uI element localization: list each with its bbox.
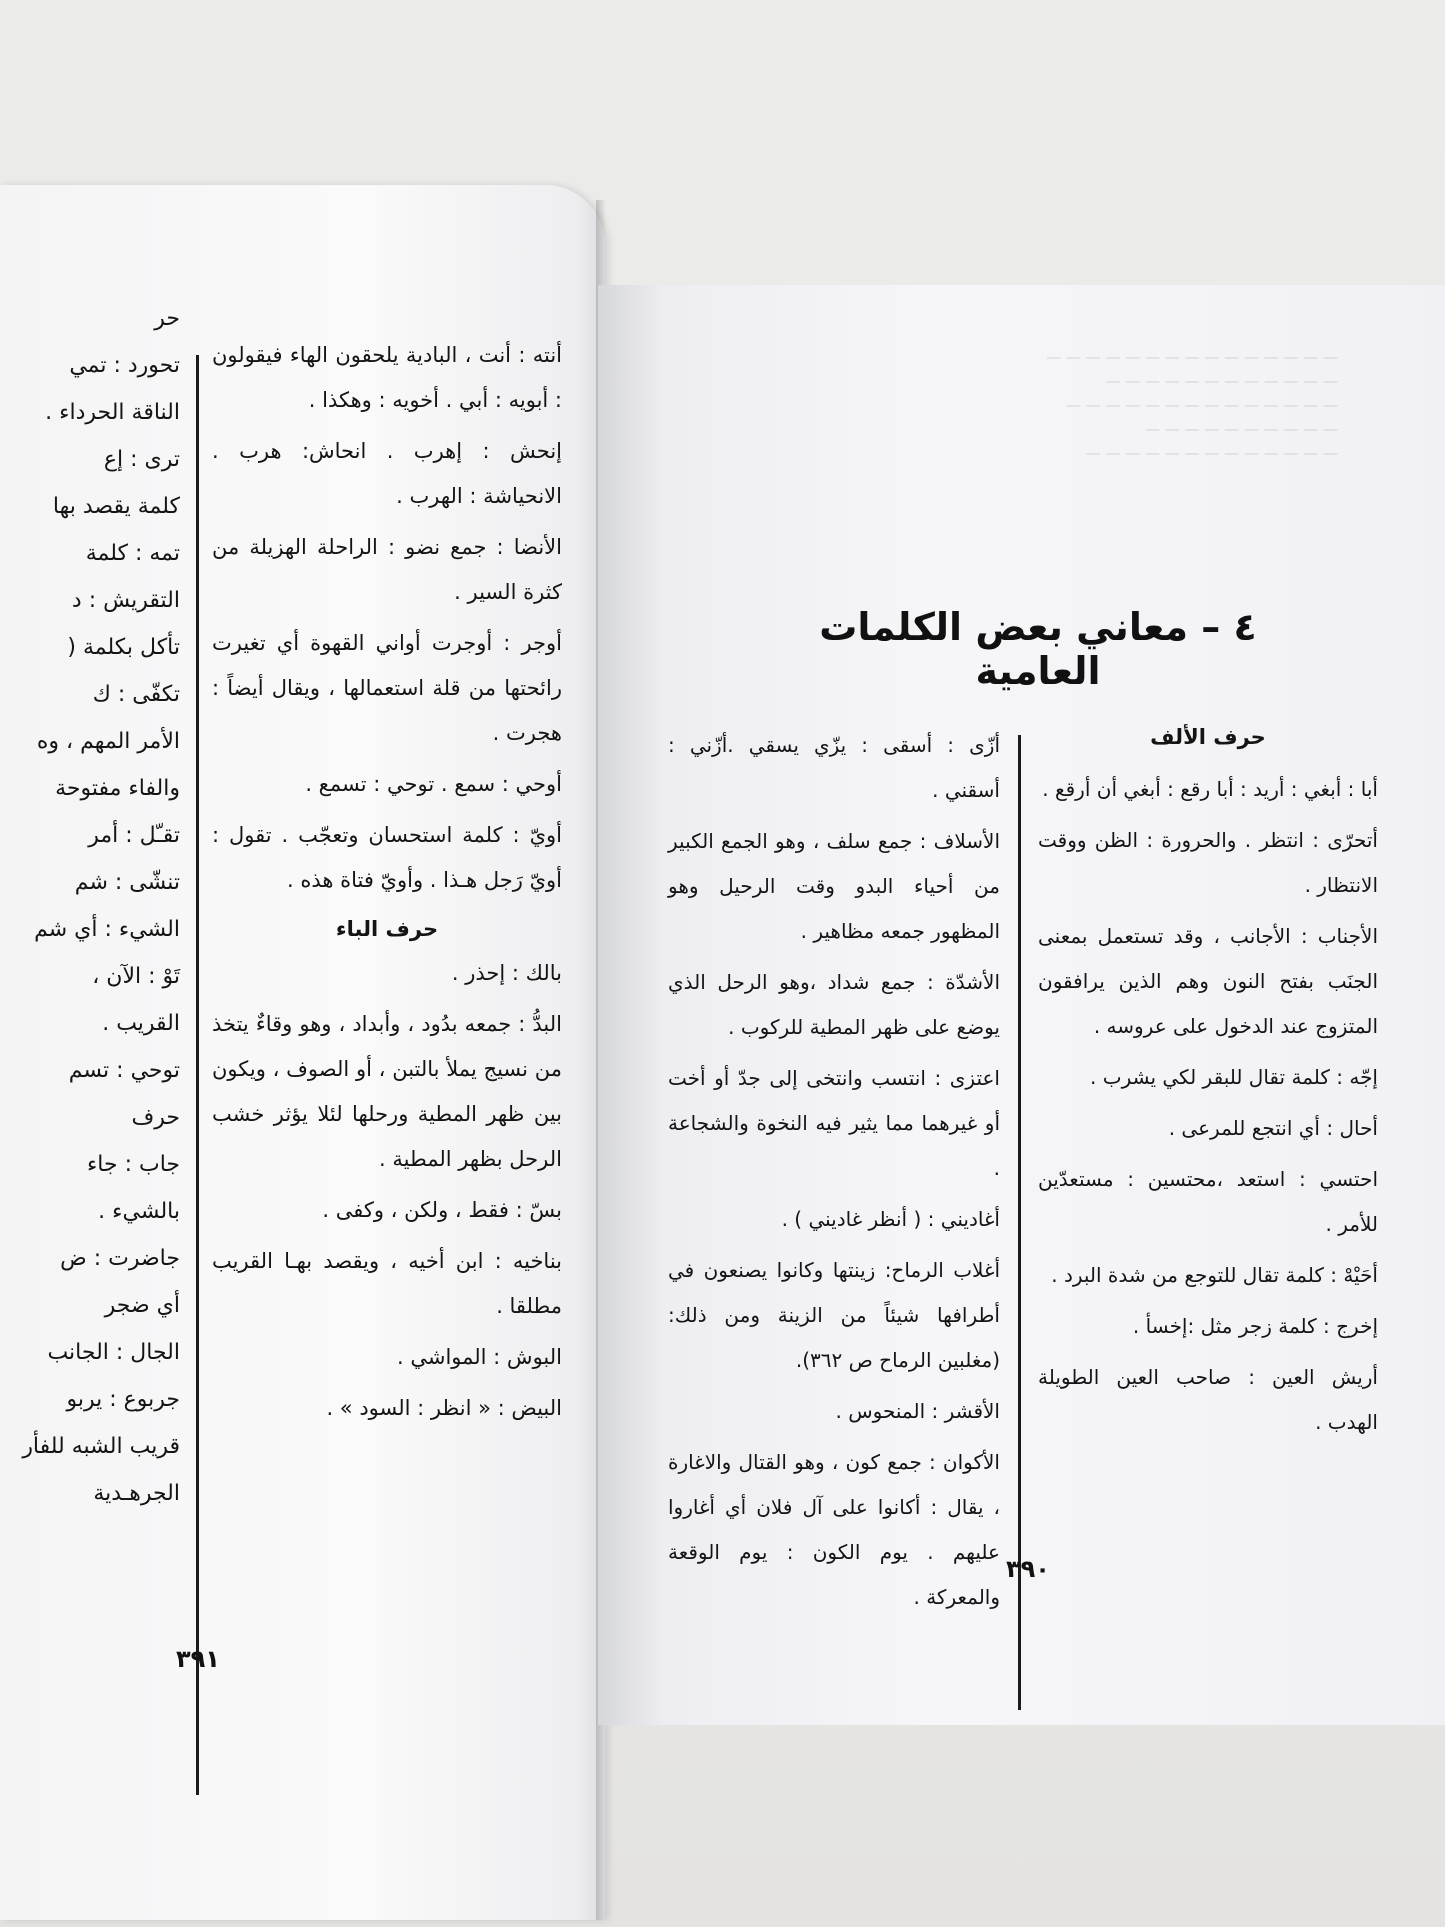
glossary-entry: أويّ : كلمة استحسان وتعجّب . تقول : أويّ رَجل هـذا . وأويّ فتاة هذه . — [212, 823, 562, 892]
glossary-entry: اعتزى : انتسب وانتخى إلى جدّ أو أخت أو غيرهما مما يثير فيه النخوة والشجاعة . — [668, 1066, 1000, 1180]
page-number-391: ٣٩١ — [176, 1645, 220, 1673]
glossary-entry: أغلاب الرماح: زينتها وكانوا يصنعون في أطرافها شيئاً من الزينة ومن ذلك:(مغلبين الرماح ص ٣٦٢). — [668, 1258, 1000, 1372]
partial-line: الأمر المهم ، وه — [36, 729, 180, 754]
partial-line: أي ضجر — [104, 1293, 180, 1318]
glossary-entry: أحَيْهْ : كلمة تقال للتوجع من شدة البرد . — [1051, 1263, 1378, 1287]
section-heading-ba: حرف الباء — [335, 917, 439, 941]
partial-line: ترى : إع — [103, 447, 180, 472]
partial-line: تأكل بكلمة ( — [67, 635, 180, 660]
partial-line: تنشّى : شم — [74, 870, 180, 895]
partial-line: قريب الشبه للفأر — [22, 1434, 180, 1459]
bleed-through-text: — — — — — — — — — — — — — — — — — — — — — — — — — — — — — — — — — — — — — — — — — — — — — — — — — — — — — — — — — — — — — — — — — [1046, 348, 1338, 462]
partial-line: تمه : كلمة — [85, 541, 180, 566]
glossary-entry: إجّه : كلمة تقال للبقر لكي يشرب . — [1090, 1065, 1378, 1089]
glossary-entry: الأسلاف : جمع سلف ، وهو الجمع الكبير من أحياء البدو وقت الرحيل وهو المظهور جمعه مظاهير . — [668, 829, 1000, 943]
partial-line: تقـّل : أمر — [88, 823, 180, 848]
glossary-entry: الأشدّة : جمع شداد ،وهو الرحل الذي يوضع على ظهر المطية للركوب . — [668, 970, 1000, 1039]
partial-line: بالشيء . — [98, 1199, 180, 1224]
page-391-partial-column — [0, 295, 180, 1517]
partial-line: التقريش : د — [71, 588, 180, 613]
glossary-entry: الأكوان : جمع كون ، وهو القتال والاغارة ، يقال : أكانوا على آل فلان أي أغاروا عليهم . يوم الكون : يوم الوقعة والمعركة . — [668, 1450, 1000, 1609]
partial-line: كلمة يقصد بها — [52, 494, 180, 519]
partial-line: تحورد : تمي — [69, 353, 180, 378]
glossary-entry: بناخيه : ابن أخيه ، ويقصد بهـا القريب مطلقا . — [212, 1249, 562, 1318]
glossary-entry: البيض : « انظر : السود » . — [326, 1396, 562, 1420]
page-391-main-column — [212, 333, 562, 1437]
glossary-entry: أنته : أنت ، البادية يلحقون الهاء فيقولون : أبويه : أبي . أخويه : وهكذا . — [212, 343, 562, 412]
page-391 — [0, 185, 605, 1920]
partial-line: جاضرت : ض — [60, 1246, 180, 1271]
page-390-left-column — [668, 723, 1000, 1626]
partial-line: الجرهـدية — [93, 1481, 180, 1506]
glossary-entry: البوش : المواشي . — [397, 1345, 562, 1369]
glossary-entry: البدُّ : جمعه بدُود ، وأبداد ، وهو وقاءٌ يتخذ من نسيج يملأ بالتبن ، أو الصوف ، ويكون بين ظهر المطية ورحلها لئلا يؤثر خشب الرحل بظهر المطية . — [212, 1012, 562, 1171]
glossary-entry: أغاديني : ( أنظر غاديني ) . — [781, 1207, 1000, 1231]
glossary-entry: إنحش : إهرب . انحاش: هرب . الانحياشة : الهرب . — [212, 439, 562, 508]
glossary-entry: أريش العين : صاحب العين الطويلة الهدب . — [1038, 1365, 1378, 1434]
glossary-entry: أحال : أي انتجع للمرعى . — [1168, 1116, 1378, 1140]
partial-line: والفاء مفتوحة — [55, 776, 180, 801]
glossary-entry: إخرج : كلمة زجر مثل :إخسأ . — [1132, 1314, 1378, 1338]
partial-line: الناقة الحرداء . — [45, 400, 180, 425]
partial-line: جربوع : يربو — [66, 1387, 180, 1412]
glossary-entry: احتسي : استعد ،محتسين : مستعدّين للأمر . — [1038, 1167, 1378, 1236]
page-390-right-column — [1038, 725, 1378, 1451]
column-divider-391 — [196, 355, 199, 1795]
glossary-entry: بالك : إحذر . — [451, 961, 562, 985]
glossary-entry: أبا : أبغي : أريد : أبا رقع : أبغي أن أرقع . — [1042, 777, 1378, 801]
partial-line: توحي : تسم — [68, 1058, 180, 1083]
glossary-entry: أوحي : سمع . توحي : تسمع . — [305, 772, 562, 796]
glossary-entry: أوجر : أوجرت أواني القهوة أي تغيرت رائحتها من قلة استعمالها ، ويقال أيضاً : هجرت . — [212, 631, 562, 745]
page-title: ٤ – معاني بعض الكلمات العامية — [819, 605, 1257, 693]
partial-line: حرف — [131, 1105, 180, 1130]
partial-line: الجال : الجانب — [47, 1340, 180, 1365]
partial-line: حر — [154, 306, 180, 331]
partial-line: القريب . — [102, 1011, 180, 1036]
section-heading-alif: حرف الألف — [1150, 725, 1266, 749]
glossary-entry: أتحرّى : انتظر . والحرورة : الظن ووقت الانتظار . — [1038, 828, 1378, 897]
page-390 — [598, 285, 1445, 1725]
partial-line: تكفّى : ك — [92, 682, 180, 707]
glossary-entry: أزّى : أسقى : يزّي يسقي .أزّني : أسقني . — [668, 733, 1000, 802]
partial-line: الشيء : أي شم — [34, 917, 180, 942]
glossary-entry: الأجناب : الأجانب ، وقد تستعمل بمعنى الجنَب بفتح النون وهم الذين يرافقون المتزوج عند الدخول على عروسه . — [1038, 924, 1378, 1038]
page-number-390: ٣٩٠ — [1006, 1555, 1050, 1583]
glossary-entry: بسّ : فقط ، ولكن ، وكفى . — [322, 1198, 562, 1222]
glossary-entry: الأنضا : جمع نضو : الراحلة الهزيلة من كثرة السير . — [212, 535, 562, 604]
glossary-entry: الأقشر : المنحوس . — [835, 1399, 1000, 1423]
partial-line: تَوْ : الآن ، — [92, 964, 180, 989]
partial-line: جاب : جاء — [86, 1152, 180, 1177]
